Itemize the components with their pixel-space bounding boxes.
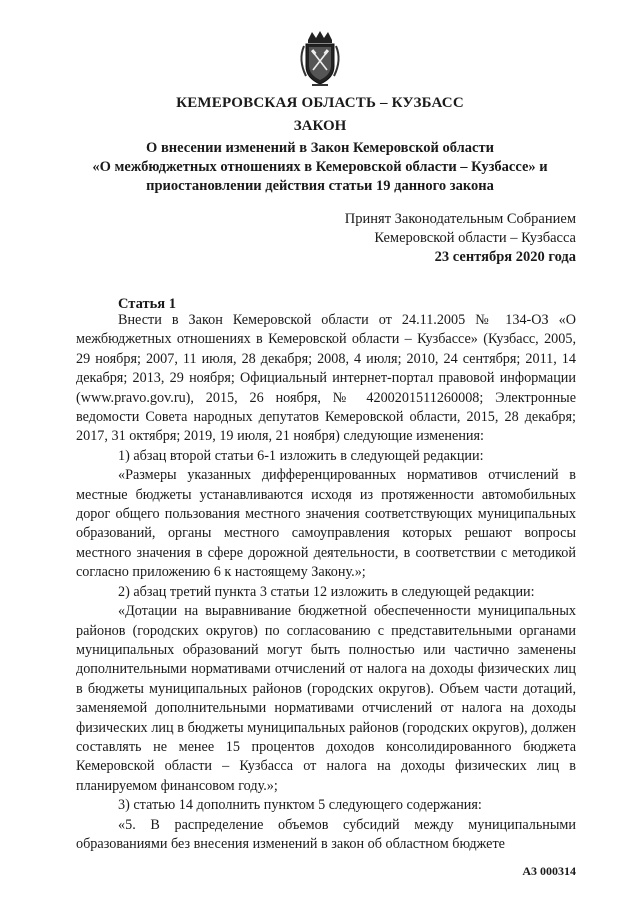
coat-of-arms-icon [296,30,344,88]
law-title [60,139,580,196]
law-title-line: О внесении изменений в Закон Кемеровской области [146,140,494,156]
article-heading: Статья 1 [118,296,176,312]
document-type: ЗАКОН [293,118,347,134]
adoption-line: Кемеровской области – Кузбасса [374,230,576,246]
article-body [76,311,576,854]
article-paragraph: 2) абзац третий пункта 3 статьи 12 изложить в следующей редакции: [118,583,535,600]
article-paragraph: «5. В распределение объемов субсидий между муниципальными образованиями без внесения изменений в закон об областном бюджете [76,816,576,852]
law-title-line: приостановлении действия статьи 19 данного закона [146,178,494,194]
article-paragraph: 3) статью 14 дополнить пунктом 5 следующего содержания: [118,797,482,814]
adoption-line: Принят Законодательным Собранием [344,211,576,227]
region-name: КЕМЕРОВСКАЯ ОБЛАСТЬ – КУЗБАСС [176,95,464,111]
document-code: А3 000314 [522,864,576,878]
adoption-block [345,210,576,267]
article-paragraph: 1) абзац второй статьи 6-1 изложить в следующей редакции: [118,447,484,464]
law-title-line: «О межбюджетных отношениях в Кемеровской области – Кузбассе» и [92,159,548,175]
adoption-date: 23 сентября 2020 года [434,249,576,265]
article-paragraph: «Размеры указанных дифференцированных нормативов отчислений в местные бюджеты устанавливаются исходя из протяженности автомобильных дорог общего пользования местного значения соответствующих муниципальных образований, органы местного самоуправления которых решают вопросы местного значения в сфере дорожной деятельности, в соответствии с методикой согласно приложению 6 к настоящему Закону.»; [76,467,576,581]
article-paragraph: Внести в Закон Кемеровской области от 24.11.2005 № 134-ОЗ «О межбюджетных отношениях в Кемеровской области – Кузбассе» (Кузбасс, 2005, 29 ноября; 2007, 11 июля, 28 декабря; 2008, 4 июля; 2010, 24 сентября; 2011, 14 декабря; 2013, 29 ноября; Официальный интернет-портал правовой информации (www.pravo.gov.ru), 2015, 26 ноября, № 4200201511260008; Электронные ведомости Совета народных депутатов Кемеровской области, 2015, 28 декабря; 2017, 31 октября; 2019, 19 июля, 21 ноября) следующие изменения: [76,312,576,445]
article-paragraph: «Дотации на выравнивание бюджетной обеспеченности муниципальных районов (городских округов) по согласованию с представительными органами муниципальных образований могут быть полностью или частично заменены дополнительными нормативами отчислений от налога на доходы физических лиц в бюджеты муниципальных районов (городских округов). Объем части дотаций, заменяемой дополнительными нормативами отчислений от налога на доходы физических лиц в бюджеты муниципальных районов (городских округов), должен составлять не менее 15 процентов доходов консолидированного бюджета Кемеровской области – Кузбасса от налога на доходы физических лиц в планируемом финансовом году.»; [76,603,576,794]
